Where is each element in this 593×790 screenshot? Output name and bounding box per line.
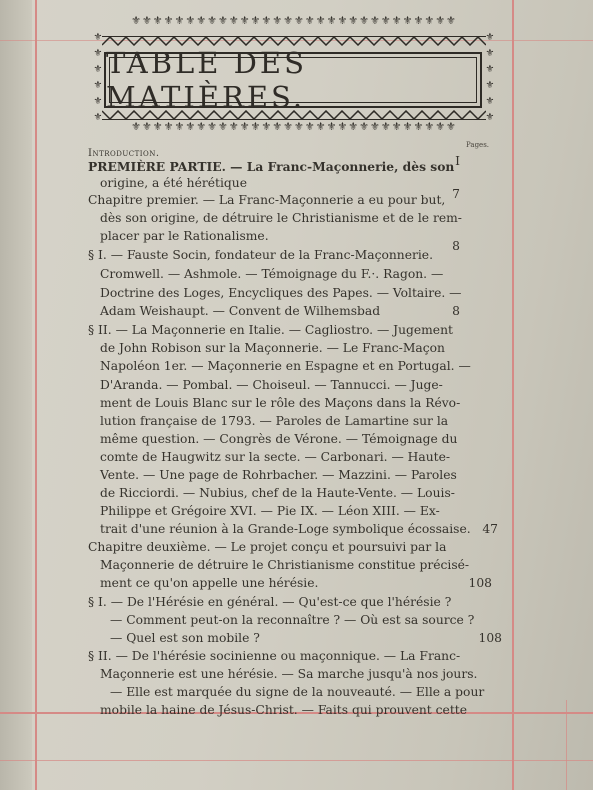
toc-line: D'Aranda. — Pombal. — Choiseul. — Tannucci. — Juge- — [100, 378, 443, 392]
toc-line: Adam Weishaupt. — Convent de Wilhemsbad 8 — [100, 304, 460, 318]
toc-line: de John Robison sur la Maçonnerie. — Le Franc-Maçon — [100, 341, 445, 355]
toc-line: § I. — Fauste Socin, fondateur de la Franc-Maçonnerie. 8 — [88, 239, 460, 262]
toc-line: PREMIÈRE PARTIE. — La Franc-Maçonnerie, dès son I — [88, 154, 460, 174]
toc-line: Maçonnerie est une hérésie. — Sa marche jusqu'à nos jours. — [100, 667, 478, 681]
title-banner — [92, 14, 496, 132]
page-number: I — [455, 154, 460, 168]
toc-line: Doctrine des Loges, Encycliques des Papes. — Voltaire. — — [100, 286, 462, 300]
toc-line: même question. — Congrès de Vérone. — Témoignage du — [100, 432, 458, 446]
toc-line: § I. — De l'Hérésie en général. — Qu'est-ce que l'hérésie ? — [88, 595, 452, 609]
margin-rule-bottom-2 — [0, 760, 593, 761]
toc-line: Napoléon 1er. — Maçonnerie en Espagne et en Portugal. — — [100, 359, 471, 373]
margin-rule-right-2 — [566, 700, 567, 790]
toc-line: lution française de 1793. — Paroles de Lamartine sur la — [100, 414, 449, 428]
page-title: TABLE DES MATIÈRES. — [106, 46, 307, 114]
toc-line: § II. — De l'hérésie socinienne ou maçonnique. — La Franc- — [88, 649, 461, 663]
fleur-de-lis-border-right: ⚜ ⚜ ⚜ ⚜ ⚜ ⚜ — [485, 32, 495, 123]
page-number: 7 — [452, 187, 460, 201]
toc-line: placer par le Rationalisme. — [100, 229, 269, 243]
toc-line: trait d'une réunion à la Grande-Loge symbolique écossaise. 47 — [100, 522, 498, 536]
toc-line: dès son origine, de détruire le Christianisme et de le rem- — [100, 211, 462, 225]
toc-line: de Ricciordi. — Nubius, chef de la Haute-Vente. — Louis- — [100, 486, 455, 500]
page-number: 108 — [468, 576, 492, 590]
toc-line: Maçonnerie de détruire le Christianisme constitue précisé- — [100, 558, 470, 572]
fleur-de-lis-border-top: ⚜⚜⚜⚜⚜⚜⚜⚜⚜⚜⚜⚜⚜⚜⚜⚜⚜⚜⚜⚜⚜⚜⚜⚜⚜⚜⚜⚜⚜⚜ — [131, 14, 457, 27]
toc-line: Philippe et Grégoire XVI. — Pie IX. — Léon XIII. — Ex- — [100, 504, 440, 518]
page-gutter — [0, 0, 32, 790]
page-number: 47 — [482, 522, 498, 536]
page-number: 108 — [478, 631, 502, 645]
toc-line: § II. — La Maçonnerie en Italie. — Cagliostro. — Jugement — [88, 323, 453, 337]
toc-line: ment ce qu'on appelle une hérésie. 108 — [100, 576, 492, 590]
toc-line: Vente. — Une page de Rohrbacher. — Mazzini. — Paroles — [100, 468, 457, 482]
toc-line: Introduction. — [88, 148, 160, 159]
toc-line: — Quel est son mobile ? 108 — [110, 631, 502, 645]
toc-line: — Comment peut-on la reconnaître ? — Où est sa source ? — [110, 613, 475, 627]
margin-rule-left — [35, 0, 37, 790]
toc-line: origine, a été hérétique — [100, 176, 247, 190]
title-frame — [104, 46, 482, 114]
pages-column-label: Pages. — [466, 141, 490, 149]
fleur-de-lis-border-bottom: ⚜⚜⚜⚜⚜⚜⚜⚜⚜⚜⚜⚜⚜⚜⚜⚜⚜⚜⚜⚜⚜⚜⚜⚜⚜⚜⚜⚜⚜⚜ — [131, 120, 457, 133]
zigzag-border-bottom — [102, 110, 486, 120]
toc-line: Chapitre deuxième. — Le projet conçu et poursuivi par la — [88, 540, 447, 554]
toc-line: Chapitre premier. — La Franc-Maçonnerie a eu pour but, 7 — [88, 187, 460, 207]
toc-line: — Elle est marquée du signe de la nouveauté. — Elle a pour — [110, 685, 485, 699]
page-number: 8 — [452, 239, 460, 253]
margin-rule-right — [512, 0, 514, 790]
toc-line: Cromwell. — Ashmole. — Témoignage du F.·. Ragon. — — [100, 267, 444, 281]
toc-line: comte de Haugwitz sur la secte. — Carbonari. — Haute- — [100, 450, 451, 464]
toc-line: mobile la haine de Jésus-Christ. — Faits qui prouvent cette — [100, 703, 467, 717]
zigzag-border-top — [102, 36, 486, 46]
page-number: 8 — [452, 304, 460, 318]
fleur-de-lis-border-left: ⚜ ⚜ ⚜ ⚜ ⚜ ⚜ — [93, 32, 103, 123]
toc-line: ment de Louis Blanc sur le rôle des Maçons dans la Révo- — [100, 396, 461, 410]
